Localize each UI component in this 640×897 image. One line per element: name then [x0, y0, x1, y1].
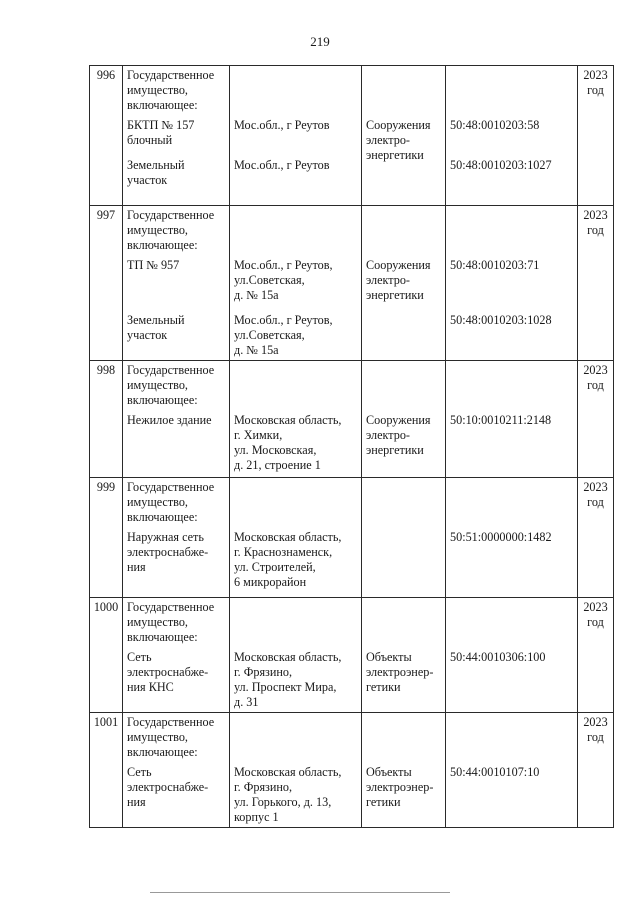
purpose-cell [362, 66, 446, 206]
item-name: БКТП № 157 блочный [127, 118, 195, 147]
item-address: Мос.обл., г Реутов, ул.Советская, д. № 15а [234, 258, 333, 302]
year-text: 2023 год [583, 715, 608, 744]
date-cell [578, 478, 614, 598]
year-text: 2023 год [583, 363, 608, 392]
date-cell [578, 361, 614, 478]
row-number [90, 598, 123, 713]
item-address: Московская область, г. Химки, ул. Московская, д. 21, строение 1 [234, 413, 342, 472]
purpose-cell [362, 598, 446, 713]
row-number-text: 1001 [93, 715, 119, 729]
item-name: Нежилое здание [127, 413, 212, 427]
year-text: 2023 год [583, 480, 608, 509]
cadastral-cell [446, 66, 578, 206]
item-name: Сеть электроснабже-ния КНС [127, 650, 209, 694]
item-cadastral-number: 50:48:0010203:58 [450, 118, 540, 132]
row-number-text: 998 [96, 363, 116, 377]
row-number [90, 206, 123, 361]
address-cell [230, 478, 362, 598]
cadastral-cell [446, 361, 578, 478]
address-cell [230, 361, 362, 478]
item-address: Московская область, г. Фрязино, ул. Проспект Мира, д. 31 [234, 650, 342, 709]
address-cell [230, 206, 362, 361]
row-number-text: 1000 [93, 600, 119, 614]
item-name: Земельный участок [127, 158, 185, 187]
address-cell [230, 66, 362, 206]
page-number: 219 [310, 34, 330, 49]
item-cadastral-number: 50:48:0010203:1027 [450, 158, 552, 172]
item-name: ТП № 957 [127, 258, 180, 272]
item-address: Мос.обл., г Реутов [234, 158, 330, 172]
cadastral-cell [446, 598, 578, 713]
group-header: Государственное имущество, включающее: [127, 600, 215, 644]
item-address: Московская область, г. Краснознаменск, ул. Строителей, 6 микрорайон [234, 530, 342, 589]
group-header: Государственное имущество, включающее: [127, 363, 215, 407]
row-number [90, 478, 123, 598]
item-purpose: Сооружения электро-энергетики [366, 118, 431, 162]
row-number [90, 713, 123, 828]
description-cell [123, 478, 230, 598]
item-purpose: Объекты электроэнер-гетики [366, 765, 434, 809]
description-cell [123, 598, 230, 713]
group-header: Государственное имущество, включающее: [127, 68, 215, 112]
table-row [90, 206, 614, 361]
row-number [90, 361, 123, 478]
date-cell [578, 206, 614, 361]
group-header: Государственное имущество, включающее: [127, 480, 215, 524]
description-cell [123, 361, 230, 478]
address-cell [230, 598, 362, 713]
date-cell [578, 66, 614, 206]
item-cadastral-number: 50:44:0010306:100 [450, 650, 546, 664]
item-cadastral-number: 50:51:0000000:1482 [450, 530, 552, 544]
table-row [90, 66, 614, 206]
scan-artifact-line [150, 892, 450, 893]
item-address: Мос.обл., г Реутов [234, 118, 330, 132]
item-purpose [366, 313, 441, 358]
purpose-cell [362, 478, 446, 598]
cadastral-cell [446, 206, 578, 361]
property-registry-table [89, 65, 614, 828]
description-cell [123, 66, 230, 206]
item-cadastral-number: 50:48:0010203:1028 [450, 313, 552, 327]
item-purpose [366, 530, 441, 590]
purpose-cell [362, 713, 446, 828]
table-row [90, 713, 614, 828]
item-cadastral-number: 50:44:0010107:10 [450, 765, 540, 779]
row-number [90, 66, 123, 206]
item-address: Мос.обл., г Реутов, ул.Советская, д. № 15а [234, 313, 333, 357]
description-cell [123, 713, 230, 828]
item-name: Сеть электроснабже-ния [127, 765, 209, 809]
row-number-text: 999 [96, 480, 116, 494]
description-cell [123, 206, 230, 361]
year-text: 2023 год [583, 208, 608, 237]
date-cell [578, 713, 614, 828]
table-row [90, 478, 614, 598]
row-number-text: 997 [96, 208, 116, 222]
item-purpose [366, 173, 441, 203]
table-row [90, 361, 614, 478]
purpose-cell [362, 361, 446, 478]
row-number-text: 996 [96, 68, 116, 82]
table-row [90, 598, 614, 713]
group-header: Государственное имущество, включающее: [127, 208, 215, 252]
item-name: Земельный участок [127, 313, 185, 342]
item-purpose: Сооружения электро-энергетики [366, 413, 431, 457]
year-text: 2023 год [583, 600, 608, 629]
item-purpose: Объекты электроэнер-гетики [366, 650, 434, 694]
cadastral-cell [446, 478, 578, 598]
date-cell [578, 598, 614, 713]
item-name: Наружная сеть электроснабже-ния [127, 530, 209, 574]
cadastral-cell [446, 713, 578, 828]
item-address: Московская область, г. Фрязино, ул. Горького, д. 13, корпус 1 [234, 765, 342, 824]
address-cell [230, 713, 362, 828]
item-purpose: Сооружения электро-энергетики [366, 258, 431, 302]
year-text: 2023 год [583, 68, 608, 97]
group-header: Государственное имущество, включающее: [127, 715, 215, 759]
item-cadastral-number: 50:48:0010203:71 [450, 258, 540, 272]
item-cadastral-number: 50:10:0010211:2148 [450, 413, 552, 427]
purpose-cell [362, 206, 446, 361]
